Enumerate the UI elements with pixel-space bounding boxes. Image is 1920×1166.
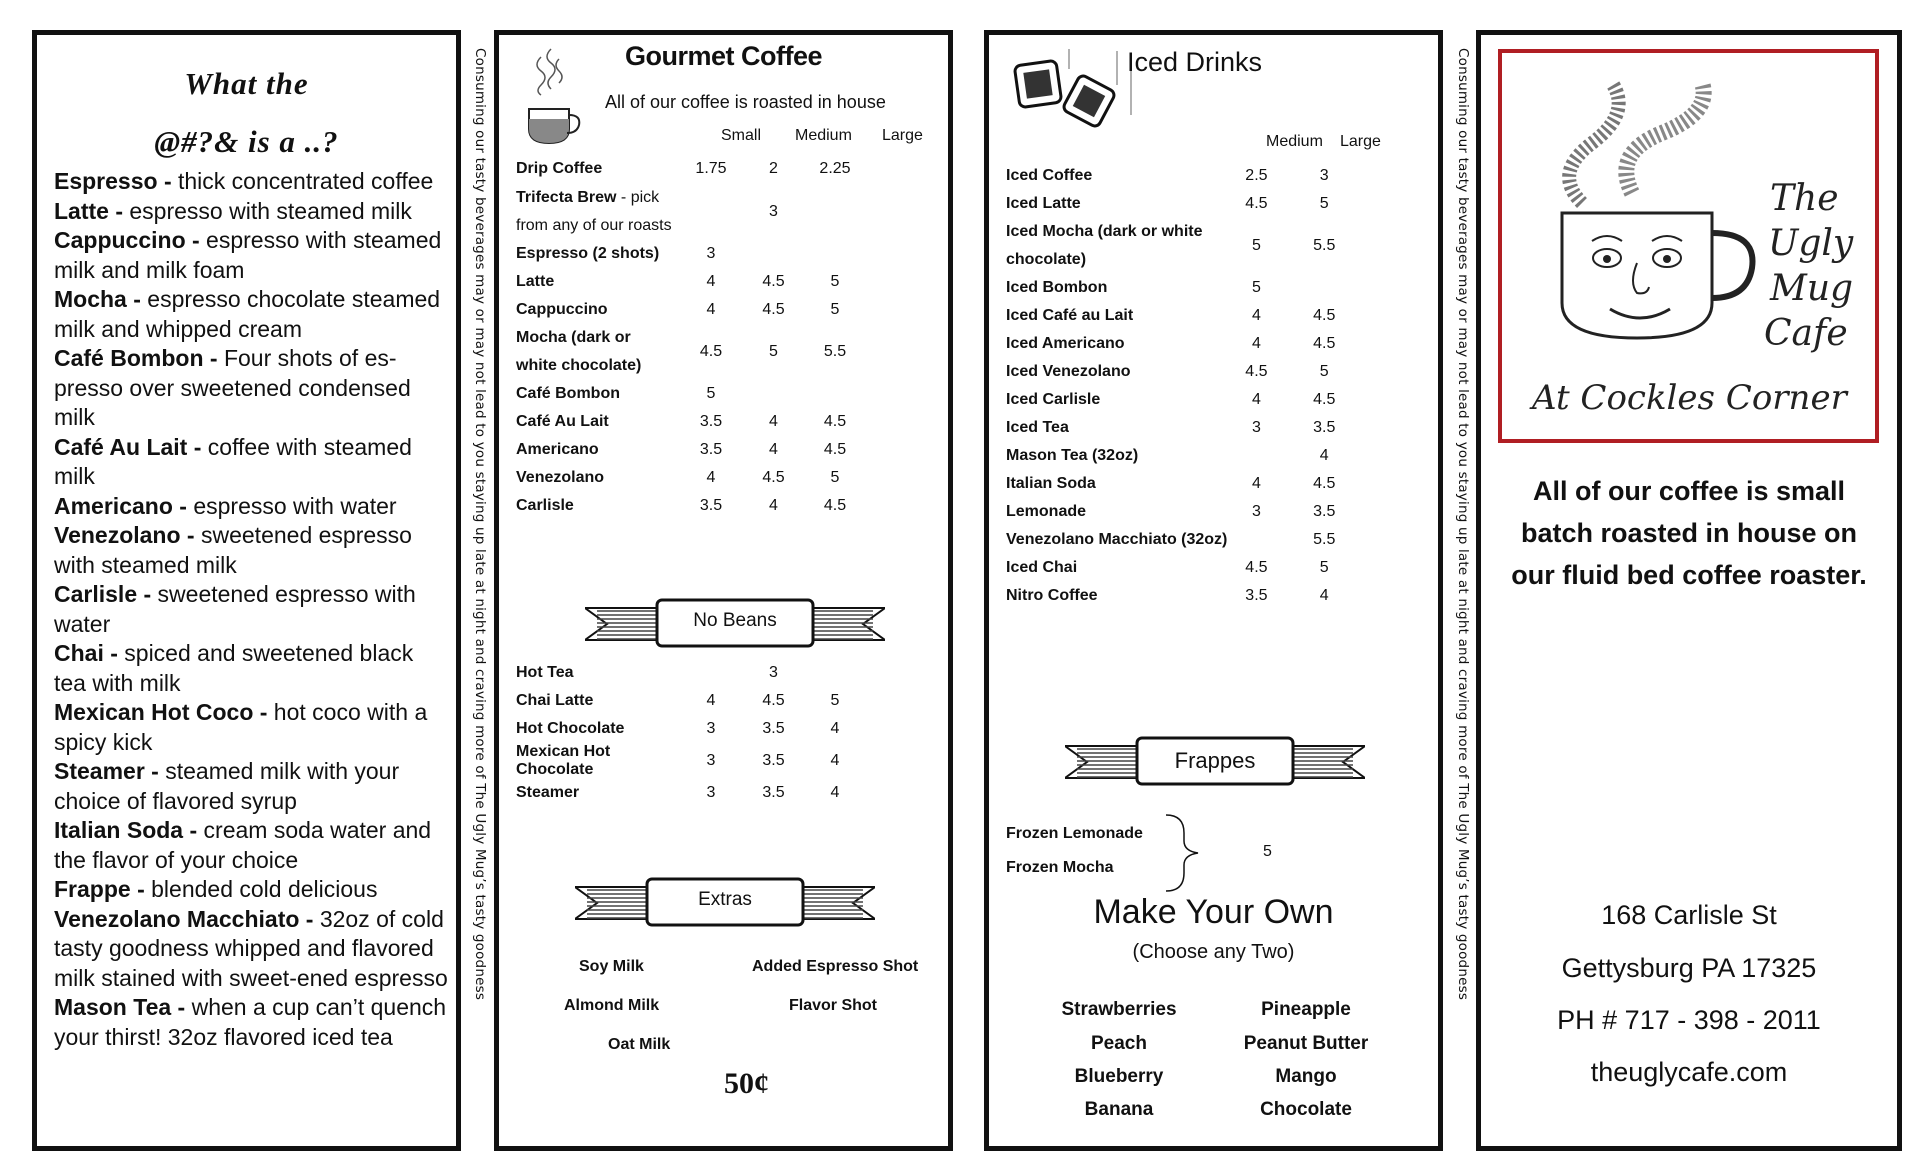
price-small: 3.5	[699, 441, 723, 458]
price-large: 4.5	[823, 441, 847, 458]
price-large: 5.5	[823, 343, 847, 360]
glossary-term: Venezolano -	[54, 522, 195, 548]
extras-price: 50¢	[724, 1067, 769, 1100]
glossary-term: Chai -	[54, 640, 118, 666]
item-name: Iced Tea	[1006, 419, 1069, 436]
header-medium: Medium	[1266, 133, 1323, 150]
glossary-item	[54, 285, 450, 344]
glossary-item	[54, 816, 450, 875]
price-medium: 4.5	[1245, 559, 1268, 576]
glossary-item	[54, 580, 450, 639]
glossary-term: Mexican Hot Coco -	[54, 699, 268, 725]
item-name: Iced Café au Lait	[1006, 307, 1134, 324]
price-medium: 4	[1251, 475, 1261, 492]
item-name	[516, 380, 676, 408]
price-medium: 3.5	[762, 784, 785, 801]
side-note-right: Consuming our tasty beverages may or may not lead to you staying up late at night and craving more of The Ugly Mug’s tasty goodness	[1455, 48, 1471, 1001]
menu-row	[516, 324, 936, 380]
flavor-item: Peach	[1091, 1033, 1147, 1054]
menu-row	[516, 436, 936, 464]
glossary-definition: blended cold delicious	[144, 876, 378, 902]
menu-row	[516, 743, 936, 779]
menu-row	[1006, 330, 1366, 358]
no-beans-banner	[585, 598, 885, 648]
glossary-item	[54, 226, 450, 285]
flavor-item: Pineapple	[1261, 999, 1351, 1020]
glossary-item	[54, 492, 450, 522]
logo-line1: The	[1770, 178, 1839, 219]
price-small	[676, 659, 746, 687]
price-large: 4.5	[823, 497, 847, 514]
item-title: Americano	[516, 441, 599, 458]
glossary-item	[54, 197, 450, 227]
glossary-term: Mason Tea -	[54, 994, 186, 1020]
price-medium	[1230, 526, 1282, 554]
frappe-item: Frozen Lemonade	[1006, 825, 1143, 842]
price-small: 3	[706, 720, 716, 737]
price-large: 4	[830, 752, 840, 769]
item-name: Steamer	[516, 784, 580, 801]
iced-title: Iced Drinks	[1127, 47, 1263, 77]
item-title: Trifecta Brew	[516, 188, 617, 206]
item-name: Iced Latte	[1006, 195, 1081, 212]
item-name	[516, 268, 676, 296]
logo-line3: Mug	[1770, 268, 1854, 309]
flavor-item: Chocolate	[1260, 1099, 1352, 1120]
item-title: Venezolano	[516, 469, 605, 486]
item-title: Carlisle	[516, 497, 574, 514]
glossary-term: Frappe -	[54, 876, 145, 902]
price-medium: 2.5	[1245, 167, 1268, 184]
glossary-item	[54, 757, 450, 816]
price-medium: 4.5	[1245, 363, 1268, 380]
logo-line4: Cafe	[1764, 313, 1848, 354]
glossary-definition: espresso chocolate steamed milk and whipped cream	[54, 286, 441, 342]
glossary-item	[54, 698, 450, 757]
price-large: 5.5	[1313, 531, 1336, 548]
item-name: Venezolano Macchiato (32oz)	[1006, 531, 1228, 548]
price-medium: 4	[769, 497, 778, 514]
menu-row	[1006, 162, 1366, 190]
price-large: 5	[830, 301, 840, 318]
glossary-term: Venezolano Macchiato -	[54, 905, 314, 932]
price-medium: 3	[769, 664, 778, 681]
price-small: 4	[706, 692, 716, 709]
item-name: Iced Mocha (dark or white chocolate)	[1006, 223, 1203, 268]
glossary-item	[54, 344, 450, 433]
item-name: Iced Venezolano	[1006, 363, 1131, 380]
price-large: 4.5	[1313, 307, 1336, 324]
menu-row	[1006, 414, 1366, 442]
price-large: 5	[1319, 559, 1329, 576]
price-large: 4	[1319, 447, 1329, 464]
price-small: 5	[706, 385, 716, 402]
price-large: 2.25	[819, 160, 851, 177]
coffee-cup-icon	[521, 47, 581, 147]
item-name	[516, 464, 676, 492]
ice-cubes-icon	[1009, 45, 1139, 135]
item-name: Iced Carlisle	[1006, 391, 1101, 408]
price-large: 5	[1319, 363, 1329, 380]
frappes-label: Frappes	[1174, 748, 1256, 773]
iced-panel	[984, 30, 1443, 1151]
brand-panel	[1476, 30, 1902, 1151]
price-medium: 4	[1251, 335, 1261, 352]
menu-row	[516, 183, 936, 240]
price-medium: 3	[1251, 503, 1261, 520]
menu-row	[516, 380, 936, 408]
price-medium: 4.5	[762, 692, 785, 709]
menu-row	[516, 296, 936, 324]
glossary-term: Americano -	[54, 492, 187, 519]
menu-row	[516, 408, 936, 436]
item-name: Iced Chai	[1006, 559, 1078, 576]
item-name: Hot Chocolate	[516, 720, 625, 737]
price-medium: 4	[769, 413, 778, 430]
glossary-definition: espresso with steamed milk	[123, 197, 412, 224]
price-medium	[746, 240, 801, 268]
price-small: 4	[706, 469, 716, 486]
glossary-item	[54, 905, 450, 994]
flavor-item: Blueberry	[1074, 1066, 1164, 1087]
price-medium: 3.5	[1245, 587, 1268, 604]
glossary-item	[54, 875, 450, 905]
extra-item: Soy Milk	[579, 958, 644, 975]
price-medium: 3	[1251, 419, 1261, 436]
glossary-item	[54, 521, 450, 580]
coffee-table	[516, 155, 936, 520]
glossary-title-line1: What the	[184, 66, 309, 101]
menu-row	[1006, 442, 1366, 470]
price-large: 5	[1319, 195, 1329, 212]
extra-item: Oat Milk	[608, 1036, 671, 1053]
coffee-title: Gourmet Coffee	[625, 41, 823, 71]
price-small: 3	[706, 245, 716, 262]
brace-icon	[1164, 813, 1204, 893]
glossary-item	[54, 993, 450, 1052]
item-note: - pick from any of our roasts	[516, 188, 672, 234]
website-link[interactable]: theuglycafe.com	[1590, 1057, 1788, 1087]
glossary-item	[54, 433, 450, 492]
iced-table	[1006, 162, 1366, 610]
glossary-title-line2: @#?& is a ..?	[154, 124, 339, 159]
menu-row	[516, 715, 936, 743]
price-large	[801, 659, 869, 687]
flavor-item: Banana	[1084, 1099, 1154, 1120]
item-title: Latte	[516, 273, 555, 290]
extras-label: Extras	[698, 889, 752, 910]
price-large: 5	[830, 273, 840, 290]
price-medium: 2	[769, 160, 778, 177]
extra-item: Added Espresso Shot	[752, 958, 919, 975]
price-large: 5	[830, 469, 840, 486]
menu-row	[516, 268, 936, 296]
item-title: Cappuccino	[516, 301, 608, 318]
city: Gettysburg PA 17325	[1561, 953, 1817, 983]
glossary-definition: spiced and sweetened black tea with milk	[54, 640, 414, 696]
price-large: 4.5	[1313, 391, 1336, 408]
menu-row	[1006, 302, 1366, 330]
item-title: Espresso (2 shots)	[516, 245, 660, 262]
price-small: 4.5	[699, 343, 723, 360]
glossary-title	[37, 55, 456, 171]
glossary-definition: coffee with steamed milk	[54, 433, 412, 489]
price-medium: 5	[1251, 237, 1261, 254]
menu-row	[516, 659, 936, 687]
price-large: 4	[1319, 587, 1329, 604]
price-large: 4	[830, 784, 840, 801]
price-medium: 4.5	[1245, 195, 1268, 212]
price-large: 3	[1319, 167, 1329, 184]
ugly-mug-icon	[1522, 73, 1772, 353]
price-large	[1283, 274, 1366, 302]
logo-line2: Ugly	[1768, 223, 1854, 264]
menu-row	[516, 240, 936, 268]
price-large: 4.5	[1313, 335, 1336, 352]
price-large: 3.5	[1313, 419, 1336, 436]
menu-row	[1006, 358, 1366, 386]
price-large: 5	[830, 692, 840, 709]
price-large	[801, 183, 869, 240]
phone: PH # 717 - 398 - 2011	[1557, 1005, 1821, 1035]
price-medium: 4	[1251, 391, 1261, 408]
glossary-definition: sweetened espresso with water	[54, 581, 416, 637]
price-medium: 5	[1251, 279, 1261, 296]
glossary-item	[54, 167, 450, 197]
item-name	[516, 324, 676, 380]
frappes-banner	[1065, 736, 1365, 786]
price-small: 3	[706, 784, 716, 801]
item-name	[516, 296, 676, 324]
glossary-term: Cappuccino -	[54, 227, 200, 253]
glossary-definition: when a cup can’t quench your thirst! 32oz flavored iced tea	[54, 994, 447, 1050]
header-small: Small	[721, 127, 762, 144]
glossary-definition: cream soda water and the flavor of your choice	[54, 817, 432, 873]
glossary-definition: hot coco with a spicy kick	[54, 699, 428, 755]
side-note-left: Consuming our tasty beverages may or may not lead to you staying up late at night and craving more of The Ugly Mug’s tasty goodness	[472, 48, 488, 1001]
item-name: Iced Coffee	[1006, 167, 1093, 184]
extra-item: Almond Milk	[564, 997, 660, 1014]
make-your-own-title: Make Your Own	[1093, 893, 1334, 931]
menu-row	[516, 155, 936, 183]
item-name: Hot Tea	[516, 664, 574, 681]
item-name	[516, 183, 676, 240]
item-name: Iced Americano	[1006, 335, 1125, 352]
extra-item: Flavor Shot	[789, 997, 878, 1014]
menu-row	[1006, 218, 1366, 274]
item-title: Drip Coffee	[516, 160, 603, 177]
header-medium: Medium	[795, 127, 852, 144]
price-small: 3.5	[699, 497, 723, 514]
menu-row	[516, 687, 936, 715]
glossary-term: Café Bombon -	[54, 345, 218, 371]
item-name: Mason Tea (32oz)	[1006, 447, 1139, 464]
menu-row	[1006, 526, 1366, 554]
item-title: Café Bombon	[516, 385, 620, 402]
item-name	[516, 492, 676, 520]
price-medium: 5	[769, 343, 778, 360]
glossary-term: Espresso -	[54, 168, 172, 194]
menu-row	[1006, 274, 1366, 302]
glossary-term: Italian Soda -	[54, 817, 198, 843]
price-medium	[1230, 442, 1282, 470]
address: 168 Carlisle St	[1601, 900, 1777, 930]
price-large	[801, 380, 869, 408]
menu-row	[1006, 470, 1366, 498]
glossary-definition: sweetened espresso with steamed milk	[54, 522, 412, 578]
item-name: Nitro Coffee	[1006, 587, 1098, 604]
flavor-item: Strawberries	[1061, 999, 1177, 1020]
frappe-item: Frozen Mocha	[1006, 859, 1114, 876]
price-medium	[746, 380, 801, 408]
header-large: Large	[1340, 133, 1381, 150]
coffee-subtitle: All of our coffee is roasted in house	[605, 92, 886, 112]
frappe-price: 5	[1263, 843, 1272, 860]
menu-row	[516, 492, 936, 520]
item-title: Mocha (dark or white chocolate)	[516, 329, 642, 374]
price-small: 3.5	[699, 413, 723, 430]
glossary-list	[54, 167, 450, 1052]
price-medium: 4.5	[762, 273, 785, 290]
menu-row	[1006, 190, 1366, 218]
glossary-definition: espresso with steamed milk and milk foam	[54, 227, 442, 283]
price-small: 4	[706, 301, 716, 318]
price-small: 1.75	[695, 160, 727, 177]
glossary-definition: 32oz of cold tasty goodness whipped and flavored milk stained with sweet-ened espresso	[54, 905, 448, 991]
price-large: 4.5	[1313, 475, 1336, 492]
extras-banner	[575, 877, 875, 927]
price-medium: 4.5	[762, 469, 785, 486]
price-medium: 4	[769, 441, 778, 458]
glossary-term: Mocha -	[54, 286, 141, 312]
header-large: Large	[882, 127, 923, 144]
glossary-definition: Four shots of es-presso over sweetened condensed milk	[54, 345, 411, 430]
price-large: 5.5	[1313, 237, 1336, 254]
item-name	[516, 408, 676, 436]
item-name: Iced Bombon	[1006, 279, 1108, 296]
item-name	[516, 240, 676, 268]
price-small: 3	[706, 752, 716, 769]
item-name	[516, 155, 676, 183]
price-medium: 3.5	[762, 752, 785, 769]
item-name: Italian Soda	[1006, 475, 1096, 492]
make-your-own-subtitle: (Choose any Two)	[1132, 941, 1295, 963]
glossary-panel	[32, 30, 461, 1151]
no-beans-table	[516, 659, 936, 807]
glossary-term: Café Au Lait -	[54, 433, 202, 460]
price-large: 4.5	[823, 413, 847, 430]
item-name	[516, 436, 676, 464]
logo-location: At Cockles Corner	[1532, 378, 1847, 418]
item-name: Lemonade	[1006, 503, 1087, 520]
item-name: Chai Latte	[516, 692, 594, 709]
glossary-term: Latte -	[54, 197, 123, 224]
flavor-item: Mango	[1275, 1066, 1337, 1087]
price-medium: 4.5	[762, 301, 785, 318]
menu-row	[1006, 498, 1366, 526]
price-medium: 4	[1251, 307, 1261, 324]
logo	[1498, 49, 1879, 443]
no-beans-label: No Beans	[693, 610, 777, 631]
menu-row	[1006, 582, 1366, 610]
glossary-item	[54, 639, 450, 698]
flavor-item: Peanut Butter	[1243, 1033, 1369, 1054]
item-name: Mexican Hot Chocolate	[516, 743, 611, 778]
menu-row	[516, 779, 936, 807]
price-small: 4	[706, 273, 716, 290]
menu-row	[1006, 554, 1366, 582]
glossary-term: Steamer -	[54, 758, 159, 784]
price-large: 3.5	[1313, 503, 1336, 520]
glossary-definition: espresso with water	[186, 492, 397, 519]
glossary-definition: steamed milk with your choice of flavored syrup	[54, 758, 400, 814]
menu-row	[1006, 386, 1366, 414]
tagline: All of our coffee is small batch roasted in house on our fluid bed coffee roaster.	[1511, 476, 1867, 590]
price-medium: 3	[769, 202, 778, 220]
item-title: Café Au Lait	[516, 413, 609, 430]
glossary-definition: thick concentrated coffee	[171, 168, 434, 194]
price-large: 4	[830, 720, 840, 737]
price-medium: 3.5	[762, 720, 785, 737]
price-large	[801, 240, 869, 268]
coffee-panel	[494, 30, 953, 1151]
glossary-term: Carlisle -	[54, 581, 152, 607]
price-small	[676, 183, 746, 240]
menu-row	[516, 464, 936, 492]
